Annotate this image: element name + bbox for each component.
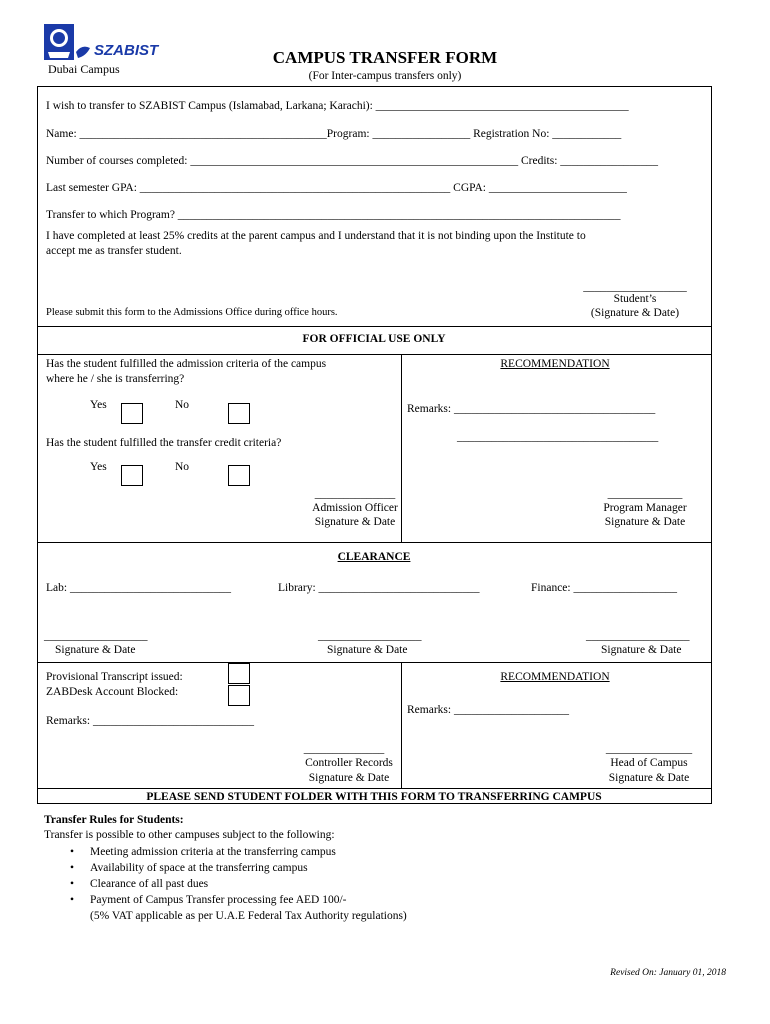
zabdesk-checkbox[interactable] bbox=[228, 685, 250, 706]
column-divider bbox=[401, 662, 402, 788]
rules-intro: Transfer is possible to other campuses subject to the following: bbox=[44, 829, 335, 841]
controller-sub: Signature & Date bbox=[308, 772, 390, 784]
submit-note: Please submit this form to the Admissions Office during office hours. bbox=[46, 307, 338, 318]
controller-signature-line[interactable]: ______________ bbox=[303, 743, 385, 755]
no-label: No bbox=[175, 399, 190, 411]
finance-signature-label: Signature & Date bbox=[601, 644, 682, 656]
program-manager-title: Program Manager bbox=[603, 502, 687, 514]
finance-field[interactable]: Finance: __________________ bbox=[531, 582, 677, 594]
transcript-checkbox[interactable] bbox=[228, 663, 250, 684]
list-item: • Meeting admission criteria at the transferring campus bbox=[70, 846, 336, 858]
admission-officer-title: Admission Officer bbox=[312, 502, 398, 514]
official-remarks-field[interactable]: Remarks: ___________________________________ bbox=[407, 403, 656, 415]
divider bbox=[37, 788, 711, 789]
controller-title: Controller Records bbox=[305, 757, 393, 769]
bullet-icon: • bbox=[70, 894, 75, 906]
form-subtitle: (For Inter-campus transfers only) bbox=[308, 70, 462, 82]
admission-no-checkbox[interactable] bbox=[228, 403, 250, 424]
transfer-campus-field[interactable]: I wish to transfer to SZABIST Campus (Islamabad, Larkana; Karachi): ____________________________________________ bbox=[46, 100, 629, 112]
gpa-cgpa-field[interactable]: Last semester GPA: ______________________________________________________ CGPA: ________________________ bbox=[46, 182, 627, 194]
no-label: No bbox=[175, 461, 190, 473]
yes-label: Yes bbox=[90, 399, 107, 411]
rules-list bbox=[72, 844, 407, 924]
admission-officer-signature-line[interactable]: ______________ bbox=[314, 488, 396, 500]
logo-text: SZABIST bbox=[94, 42, 159, 59]
official-remarks-field-cont[interactable]: ___________________________________ bbox=[457, 431, 659, 443]
admission-criteria-question-cont: where he / she is transferring? bbox=[46, 373, 185, 385]
list-item: • Availability of space at the transferring campus bbox=[70, 862, 308, 874]
admission-yes-checkbox[interactable] bbox=[121, 403, 143, 424]
bullet-icon: • bbox=[70, 878, 75, 890]
transfer-program-field[interactable]: Transfer to which Program? _____________________________________________________________________________ bbox=[46, 209, 621, 221]
program-manager-signature-line[interactable]: _____________ bbox=[607, 488, 683, 500]
official-use-heading: FOR OFFICIAL USE ONLY bbox=[302, 333, 446, 345]
head-recommendation-heading: RECOMMENDATION bbox=[500, 671, 610, 683]
declaration-text-cont: accept me as transfer student. bbox=[46, 245, 182, 257]
library-field[interactable]: Library: ____________________________ bbox=[278, 582, 480, 594]
head-signature-line[interactable]: _______________ bbox=[605, 743, 693, 755]
admission-criteria-question: Has the student fulfilled the admission criteria of the campus bbox=[46, 358, 327, 370]
lab-field[interactable]: Lab: ____________________________ bbox=[46, 582, 231, 594]
lab-signature-line[interactable]: __________________ bbox=[44, 630, 148, 642]
admission-officer-sub: Signature & Date bbox=[314, 516, 396, 528]
divider bbox=[37, 326, 711, 327]
records-remarks-field[interactable]: Remarks: ____________________________ bbox=[46, 715, 254, 727]
finance-signature-line[interactable]: __________________ bbox=[586, 630, 690, 642]
revised-date: Revised On: January 01, 2018 bbox=[610, 968, 726, 978]
send-folder-banner: PLEASE SEND STUDENT FOLDER WITH THIS FORM TO TRANSFERRING CAMPUS bbox=[146, 791, 602, 803]
clearance-heading: CLEARANCE bbox=[337, 551, 411, 563]
declaration-text: I have completed at least 25% credits at the parent campus and I understand that it is not binding upon the Institute to bbox=[46, 230, 586, 242]
list-item: (5% VAT applicable as per U.A.E Federal Tax Authority regulations) bbox=[90, 910, 407, 922]
bullet-icon: • bbox=[70, 846, 75, 858]
name-program-registration-field[interactable]: Name: ___________________________________________Program: _________________ Registration No: ____________ bbox=[46, 128, 622, 140]
yes-label: Yes bbox=[90, 461, 107, 473]
list-item: • Payment of Campus Transfer processing fee AED 100/- bbox=[70, 894, 347, 906]
divider bbox=[37, 542, 711, 543]
credit-criteria-question: Has the student fulfilled the transfer credit criteria? bbox=[46, 437, 282, 449]
list-item: • Clearance of all past dues bbox=[70, 878, 209, 890]
credit-yes-checkbox[interactable] bbox=[121, 465, 143, 486]
program-manager-sub: Signature & Date bbox=[604, 516, 686, 528]
bullet-icon: • bbox=[70, 862, 75, 874]
library-signature-label: Signature & Date bbox=[327, 644, 408, 656]
rules-heading: Transfer Rules for Students: bbox=[44, 814, 184, 826]
student-signature-sub: (Signature & Date) bbox=[590, 307, 680, 319]
head-sub: Signature & Date bbox=[608, 772, 690, 784]
form-title: CAMPUS TRANSFER FORM bbox=[272, 48, 498, 67]
zabdesk-label: ZABDesk Account Blocked: bbox=[46, 686, 179, 698]
lab-signature-label: Signature & Date bbox=[55, 644, 136, 656]
courses-credits-field[interactable]: Number of courses completed: _________________________________________________________ Credits: _________________ bbox=[46, 155, 659, 167]
head-title: Head of Campus bbox=[610, 757, 688, 769]
divider bbox=[37, 662, 711, 663]
recommendation-heading: RECOMMENDATION bbox=[500, 358, 610, 370]
library-signature-line[interactable]: __________________ bbox=[318, 630, 422, 642]
credit-no-checkbox[interactable] bbox=[228, 465, 250, 486]
student-signature-label: Student’s bbox=[613, 293, 657, 305]
student-signature-line[interactable]: __________________ bbox=[583, 281, 687, 293]
divider bbox=[37, 354, 711, 355]
transcript-label: Provisional Transcript issued: bbox=[46, 671, 183, 683]
campus-name: Dubai Campus bbox=[48, 62, 120, 76]
head-remarks-field[interactable]: Remarks: ____________________ bbox=[407, 704, 569, 716]
